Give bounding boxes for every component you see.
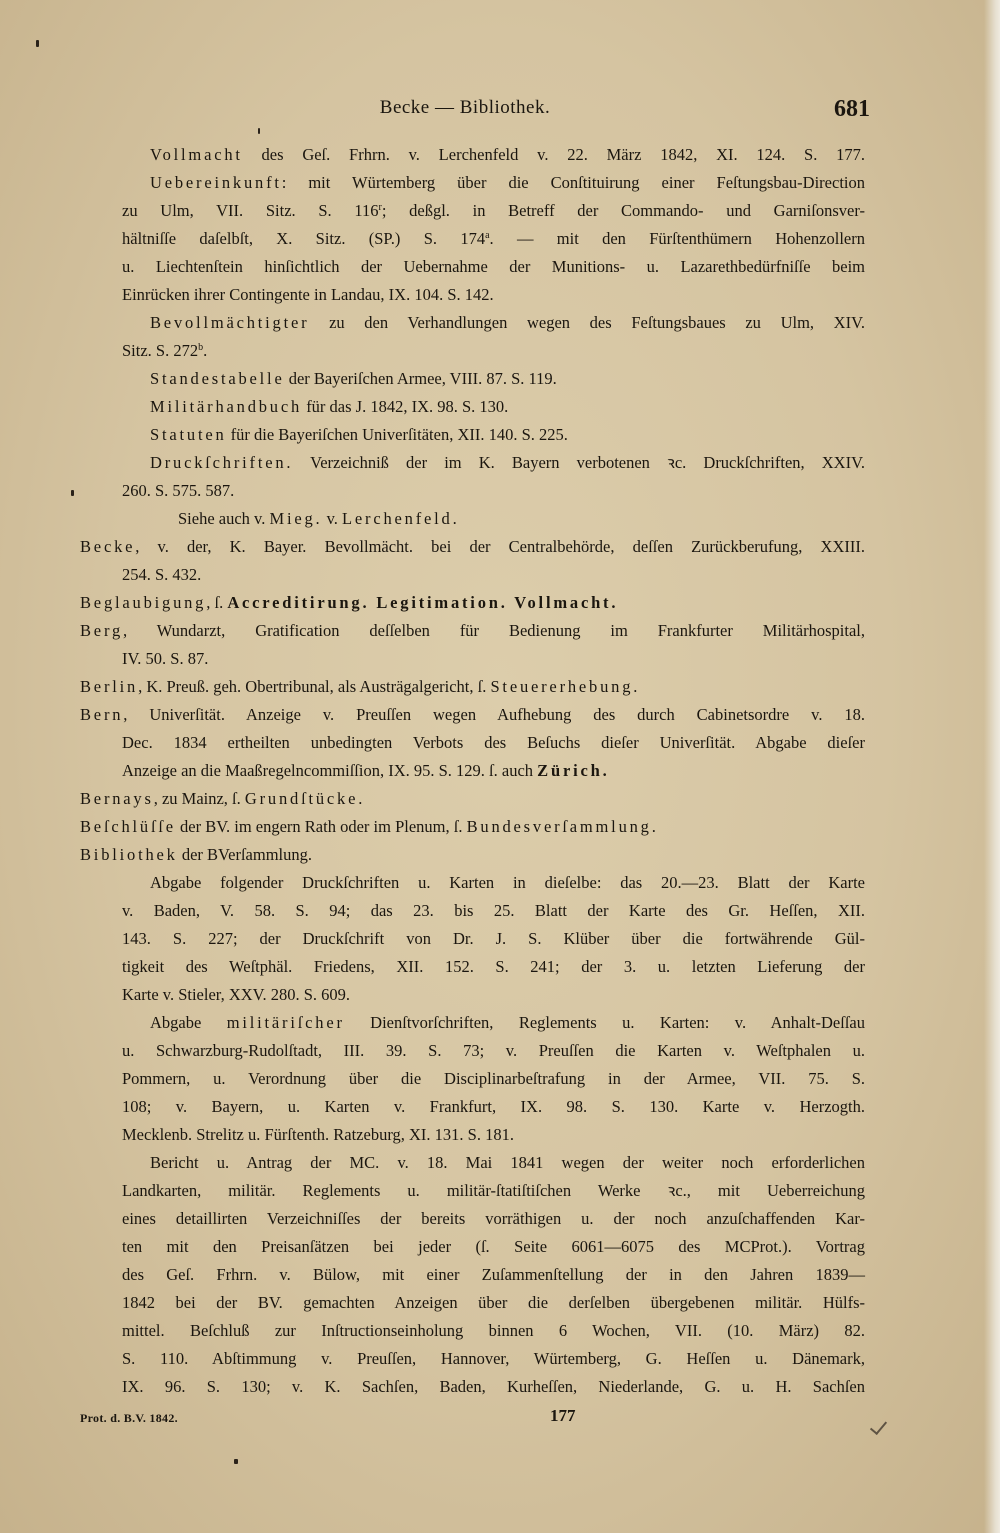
index-line [150,869,865,897]
headword: Becke [80,537,136,556]
index-line [122,225,865,253]
entry-text: Einrücken ihrer Contingente in Landau, IX. 104. S. 142. [122,285,494,304]
headword: Bern [80,705,124,724]
entry-text: , ſ. [206,593,228,612]
entry-text: Bericht u. Antrag der MC. v. 18. Mai 1841 wegen der weiter noch erforderlichen [150,1153,865,1172]
entry-text: für das J. 1842, IX. 98. S. 130. [302,397,509,416]
entry-text: eines detaillirten Verzeichniſſes der bereits vorräthigen u. der noch anzuſchaffenden Kar- [122,1209,865,1228]
entry-text: des Geſ. Frhrn. v. Lerchenfeld v. 22. März 1842, XI. 124. S. 177. [242,145,865,164]
entry-text: IV. 50. S. 87. [122,649,209,668]
pencil-tick-mark [870,1417,887,1435]
index-line [122,1261,865,1289]
index-line [150,169,865,197]
subentry-keyword: Druckſchriften. [150,453,294,472]
entry-text: der Bayeriſchen Armee, VIII. 87. S. 119. [284,369,557,388]
cross-reference: Zürich. [537,761,610,780]
entry-text: v. [322,509,343,528]
entry-text: zu Ulm, VII. Sitz. S. 116 [122,201,379,220]
subentry-keyword: Vollmacht [150,145,243,164]
headword: Beſchlüſſe [80,817,176,836]
entry-text: Landkarten, militär. Reglements u. militär-ſtatiſtiſchen Werke ꝛc., mit Ueberreichung [122,1181,865,1200]
index-line [122,925,865,953]
entry-text: u. Schwarzburg-Rudolſtadt, III. 39. S. 73; v. Preuſſen die Karten v. Weſtphalen u. [122,1041,865,1060]
index-line [80,533,865,561]
index-line [122,1177,865,1205]
entry-text: tigkeit des Weſtphäl. Friedens, XII. 152. S. 241; der 3. u. letzten Lieferung der [122,957,865,976]
entry-text: ten mit den Preisanſätzen bei jeder (ſ. Seite 6061—6075 des MCProt.). Vortrag [122,1237,865,1256]
entry-text: mittel. Beſchluß zur Inſtructionseinholung binnen 6 Wochen, VII. (10. März) 82. [122,1321,865,1340]
entry-text: der BV. im engern Rath oder im Plenum, ſ. [175,817,467,836]
page-number: 681 [834,96,870,122]
index-line [122,1065,865,1093]
index-line [122,729,865,757]
entry-text: IX. 96. S. 130; v. K. Sachſen, Baden, Kurheſſen, Niederlande, G. u. H. Sachſen [122,1377,865,1396]
cross-reference: Mieg. [269,509,323,528]
cross-reference: Grundſtücke. [244,789,366,808]
entry-text: der BVerſammlung. [177,845,312,864]
index-line [122,645,865,673]
headword: Berlin [80,677,139,696]
entry-text: 1842 bei der BV. gemachten Anzeigen über die derſelben übergebenen militär. Hülfs- [122,1293,865,1312]
entry-text: , v. der, K. Bayer. Bevollmächt. bei der Centralbehörde, deſſen Zurückberufung, XXIII. [135,537,865,556]
entry-text: Pommern, u. Verordnung über die Disciplinarbeſtrafung in der Armee, VII. 75. S. [122,1069,865,1088]
subentry-keyword: Statuten [150,425,227,444]
index-line [150,393,865,421]
index-line [122,1037,865,1065]
index-line [122,897,865,925]
entry-text: Dienſtvorſchriften, Reglements u. Karten: v. Anhalt-Deſſau [344,1013,865,1032]
superscript-marker: a [485,230,490,241]
entry-text: hältniſſe daſelbſt, X. Sitz. (SP.) S. 174 [122,229,486,248]
subentry-keyword: Bevollmächtigter [150,313,310,332]
index-line [150,309,865,337]
entry-text: 260. S. 575. 587. [122,481,235,500]
entry-text: 108; v. Bayern, u. Karten v. Frankfurt, IX. 98. S. 130. Karte v. Herzogth. [122,1097,865,1116]
index-line [122,281,865,309]
index-line [122,1121,865,1149]
index-line [80,589,865,617]
index-line [122,197,865,225]
entry-text: , K. Preuß. geh. Obertribunal, als Austrägalgericht, ſ. [138,677,491,696]
entry-text: S. 110. Abſtimmung v. Preuſſen, Hannover, Würtemberg, G. Heſſen u. Dänemark, [122,1349,865,1368]
printer-signature: Prot. d. B.V. 1842. [80,1411,178,1425]
index-line [122,1289,865,1317]
entry-text: Abgabe folgender Druckſchriften u. Karten in dieſelbe: das 20.—23. Blatt der Karte [150,873,865,892]
cross-reference: Lerchenfeld. [342,509,460,528]
index-line [80,617,865,645]
index-line [122,337,865,365]
cross-reference: Accreditirung. Legitimation. Vollmacht. [227,593,619,612]
index-line [122,253,865,281]
headword: Bibliothek [80,845,178,864]
headword: Beglaubigung [80,593,207,612]
index-line [122,1373,865,1401]
superscript-marker: b [198,342,204,353]
sheet-number: 177 [550,1406,576,1425]
entry-text: . — mit den Fürſtenthümern Hohenzollern [489,229,865,248]
entry-text: Sitz. S. 272 [122,341,199,360]
index-line [80,841,865,869]
entry-text: , Wundarzt, Gratification deſſelben für Bedienung im Frankfurter Militärhospital, [123,621,865,640]
scan-speck [258,128,260,134]
entry-text: des Geſ. Frhrn. v. Bülow, mit einer Zuſammenſtellung der in den Jahren 1839— [122,1265,865,1284]
index-line [122,561,865,589]
entry-text: für die Bayeriſchen Univerſitäten, XII. 140. S. 225. [226,425,568,444]
subentry-keyword: Uebereinkunft [150,173,282,192]
entry-text: 254. S. 432. [122,565,202,584]
entry-text: Anzeige an die Maaßregelncommiſſion, IX. 95. S. 129. ſ. auch [122,761,538,780]
scan-speck [36,40,39,47]
index-line [80,785,865,813]
subentry-keyword: Standestabelle [150,369,285,388]
entry-text: , Univerſität. Anzeige v. Preuſſen wegen Aufhebung des durch Cabinetsordre v. 18. [123,705,865,724]
entry-text: Verzeichniß der im K. Bayern verbotenen ꝛc. Druckſchriften, XXIV. [293,453,865,472]
index-line [150,449,865,477]
headword: Berg [80,621,123,640]
index-line [122,1205,865,1233]
index-line [122,1233,865,1261]
index-line [80,701,865,729]
entry-text: Siehe auch v. [178,509,270,528]
cross-reference: Bundesverſammlung. [466,817,659,836]
entry-text: Abgabe [150,1013,227,1032]
entry-text: v. Baden, V. 58. S. 94; das 23. bis 25. Blatt der Karte des Gr. Heſſen, XII. [122,901,865,920]
index-line [122,1345,865,1373]
index-line [150,421,865,449]
index-line [150,1009,865,1037]
entry-text: Mecklenb. Strelitz u. Fürſtenth. Ratzeburg, XI. 131. S. 181. [122,1125,514,1144]
scan-speck [234,1459,238,1464]
index-line [150,1149,865,1177]
index-line [122,1317,865,1345]
running-head: Becke — Bibliothek. [379,97,551,118]
index-line [122,953,865,981]
index-body [0,141,1000,1401]
entry-text: : mit Würtemberg über die Conſtituirung einer Feſtungsbau-Direction [281,173,865,192]
index-line [150,365,865,393]
entry-text: zu den Verhandlungen wegen des Feſtungsbaues zu Ulm, XIV. [309,313,865,332]
index-line [150,141,865,169]
entry-text: u. Liechtenſtein hinſichtlich der Uebernahme der Munitions- u. Lazarethbedürfniſſe beim [122,257,865,276]
headword: Bernays [80,789,154,808]
index-line [122,1093,865,1121]
index-line [80,813,865,841]
entry-text: Dec. 1834 ertheilten unbedingten Verbots des Beſuchs dieſer Univerſität. Abgabe dieſer [122,733,865,752]
entry-text: . [203,341,208,360]
index-line [178,505,865,533]
entry-text: 143. S. 227; der Druckſchrift von Dr. J. S. Klüber über die fortwährende Gül- [122,929,865,948]
index-line [122,757,865,785]
cross-reference: Steuererhebung. [490,677,641,696]
subentry-keyword: Militärhandbuch [150,397,303,416]
superscript-marker: r [378,202,382,213]
subentry-keyword: militäriſcher [226,1013,345,1032]
index-line [122,477,865,505]
entry-text: ; deßgl. in Betreff der Commando- und Garniſonsver- [381,201,865,220]
entry-text: Karte v. Stieler, XXV. 280. S. 609. [122,985,351,1004]
index-line [80,673,865,701]
index-line [122,981,865,1009]
entry-text: , zu Mainz, ſ. [153,789,245,808]
